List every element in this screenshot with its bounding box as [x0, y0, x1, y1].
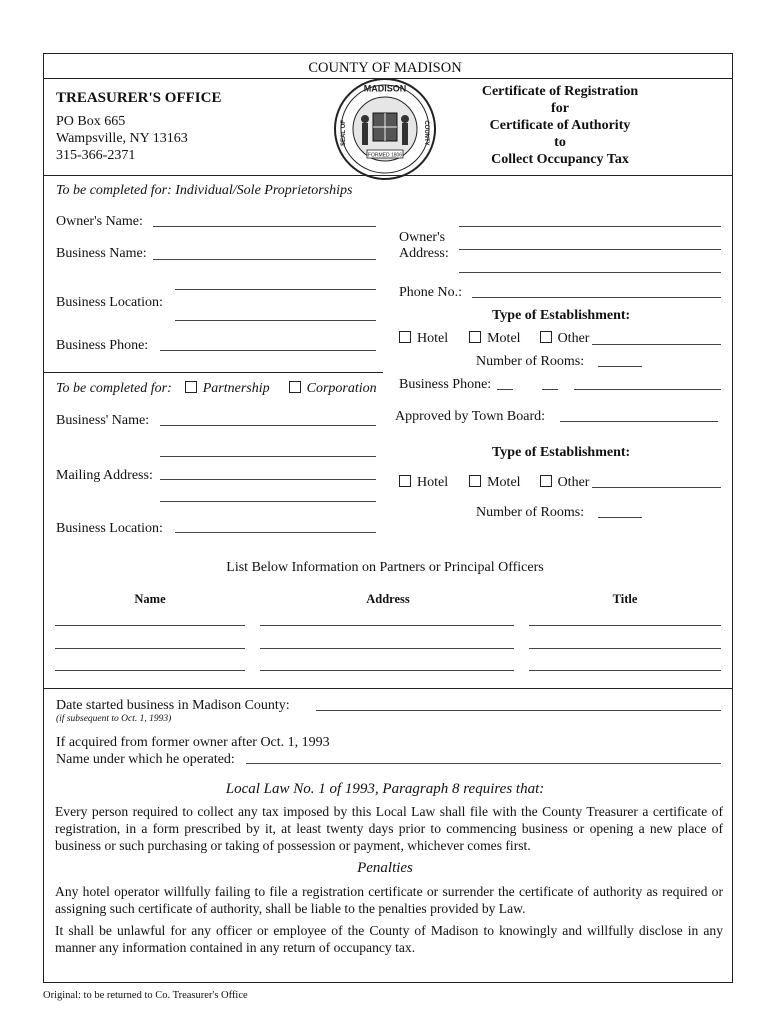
cert-title-4: to: [554, 135, 566, 150]
rooms-field-2[interactable]: [598, 517, 642, 518]
business-phone-field-2c[interactable]: [574, 389, 721, 390]
date-started-label: Date started business in Madison County:: [56, 698, 290, 713]
hotel-label-2: Hotel: [417, 475, 449, 490]
business-location-field-2[interactable]: [175, 320, 376, 321]
business-phone-label-2: Business Phone:: [399, 377, 492, 392]
approved-label: Approved by Town Board:: [395, 409, 546, 424]
cert-title-2: for: [551, 101, 569, 116]
officer-name-field-3[interactable]: [55, 670, 245, 671]
business-location-field-3[interactable]: [175, 532, 376, 533]
phone-no-field[interactable]: [472, 297, 721, 298]
county-seal-icon: [333, 77, 437, 181]
owners-address-field-3[interactable]: [459, 272, 721, 273]
section-divider-2: [43, 372, 383, 373]
date-started-note: (if subsequent to Oct. 1, 1993): [56, 714, 172, 724]
officer-title-field-3[interactable]: [529, 670, 721, 671]
rooms-label-2: Number of Rooms:: [476, 505, 585, 520]
law-paragraph-2: Any hotel operator willfully failing to file a registration certificate or surrender the certificate of authority as required or assigning such certificate of authority, shall be liable to the penalties provided by Law.: [55, 884, 723, 916]
business-name-field-3[interactable]: [160, 456, 376, 457]
owners-address-field-2[interactable]: [459, 249, 721, 250]
owners-name-field[interactable]: [153, 226, 376, 227]
business-name-label: Business Name:: [56, 246, 147, 261]
business-name-field[interactable]: [153, 259, 376, 260]
law-heading: Local Law No. 1 of 1993, Paragraph 8 requires that:: [225, 781, 545, 797]
office-address-line-2: Wampsville, NY 13163: [56, 131, 188, 146]
owners-address-label-1: Owner's: [399, 230, 446, 245]
office-address-line-1: PO Box 665: [56, 114, 126, 129]
officer-title-field-2[interactable]: [529, 648, 721, 649]
motel-checkbox-1[interactable]: [469, 331, 481, 343]
owners-name-label: Owner's Name:: [56, 214, 143, 229]
officer-name-field-2[interactable]: [55, 648, 245, 649]
business-phone-field-2a[interactable]: [497, 389, 513, 390]
penalties-heading: Penalties: [357, 860, 413, 876]
other-checkbox-1[interactable]: [540, 331, 552, 343]
other-checkbox-2[interactable]: [540, 475, 552, 487]
phone-no-label: Phone No.:: [399, 285, 462, 300]
mailing-address-field-1[interactable]: [160, 479, 376, 480]
business-phone-field-2b[interactable]: [542, 389, 558, 390]
other-label-2: Other: [557, 475, 590, 490]
motel-label-1: Motel: [487, 331, 521, 346]
officer-address-field-3[interactable]: [260, 670, 514, 671]
officers-heading: List Below Information on Partners or Principal Officers: [226, 560, 544, 575]
officer-name-field-1[interactable]: [55, 625, 245, 626]
cert-title-1: Certificate of Registration: [481, 84, 639, 99]
partnership-heading: [56, 381, 377, 397]
type-of-establishment-heading-1: Type of Establishment:: [492, 308, 631, 323]
motel-label-2: Motel: [487, 475, 521, 490]
seal-left-text: SEAL OF: [341, 120, 347, 146]
officers-column-title: Title: [612, 592, 638, 606]
owners-address-field-1[interactable]: [459, 226, 721, 227]
office-name: TREASURER'S OFFICE: [56, 90, 222, 106]
business-phone-label: Business Phone:: [56, 338, 149, 353]
county-title: COUNTY OF MADISON: [308, 60, 462, 76]
mailing-address-field-2[interactable]: [160, 501, 376, 502]
partnership-label: Partnership: [202, 381, 270, 396]
office-phone: 315-366-2371: [56, 148, 136, 163]
seal-right-text: COUNTY: [423, 120, 429, 146]
partnership-checkbox[interactable]: [185, 381, 197, 393]
motel-checkbox-2[interactable]: [469, 475, 481, 487]
officers-column-name: Name: [134, 592, 166, 606]
individual-type-options: [399, 331, 589, 347]
type-of-establishment-heading-2: Type of Establishment:: [492, 445, 631, 460]
individual-heading: To be completed for: Individual/Sole Proprietorships: [56, 183, 353, 198]
section-divider-1: [43, 175, 733, 176]
officer-title-field-1[interactable]: [529, 625, 721, 626]
business-name-label-2: Business' Name:: [56, 413, 150, 428]
hotel-checkbox-1[interactable]: [399, 331, 411, 343]
business-location-label: Business Location:: [56, 295, 163, 310]
law-paragraph-1: Every person required to collect any tax imposed by this Local Law shall file with the County Treasurer a certificate of registration, in a form prescribed by it, at least twenty days prior to commencing business or opening a new place of business or such purchasing or taking of possession or payment, whichever comes first.: [55, 804, 723, 853]
hotel-checkbox-2[interactable]: [399, 475, 411, 487]
acquired-label-2: Name under which he operated:: [56, 752, 235, 767]
cert-title-5: Collect Occupancy Tax: [491, 152, 629, 167]
seal-top-text: MADISON: [363, 83, 407, 94]
section-divider-3: [43, 688, 733, 689]
other-field-2[interactable]: [592, 487, 721, 488]
business-location-field-1[interactable]: [175, 289, 376, 290]
law-paragraph-3: It shall be unlawful for any officer or employee of the County of Madison to knowingly and willfully disclose in any manner any information contained in any return of occupancy tax.: [55, 923, 723, 955]
other-label-1: Other: [557, 331, 590, 346]
approved-field[interactable]: [560, 421, 718, 422]
officers-column-address: Address: [366, 592, 410, 606]
hotel-label-1: Hotel: [417, 331, 449, 346]
other-field-1[interactable]: [592, 344, 721, 345]
date-started-field[interactable]: [316, 710, 721, 711]
seal-bottom-text: FORMED 1806: [367, 152, 403, 159]
acquired-name-field[interactable]: [246, 763, 721, 764]
business-phone-field[interactable]: [160, 350, 376, 351]
partnership-type-options: [399, 475, 589, 491]
officer-address-field-1[interactable]: [260, 625, 514, 626]
officer-address-field-2[interactable]: [260, 648, 514, 649]
business-location-label-2: Business Location:: [56, 521, 163, 536]
corporation-label: Corporation: [306, 381, 377, 396]
mailing-address-label: Mailing Address:: [56, 468, 153, 483]
rooms-field-1[interactable]: [598, 366, 642, 367]
footer-note: Original: to be returned to Co. Treasurer's Office: [43, 990, 248, 1001]
partnership-heading-prefix: To be completed for:: [56, 381, 172, 396]
acquired-label-1: If acquired from former owner after Oct. 1, 1993: [56, 735, 330, 750]
business-name-field-2[interactable]: [160, 425, 376, 426]
cert-title-3: Certificate of Authority: [489, 118, 631, 133]
owners-address-label-2: Address:: [399, 246, 449, 261]
rooms-label-1: Number of Rooms:: [476, 354, 585, 369]
corporation-checkbox[interactable]: [289, 381, 301, 393]
